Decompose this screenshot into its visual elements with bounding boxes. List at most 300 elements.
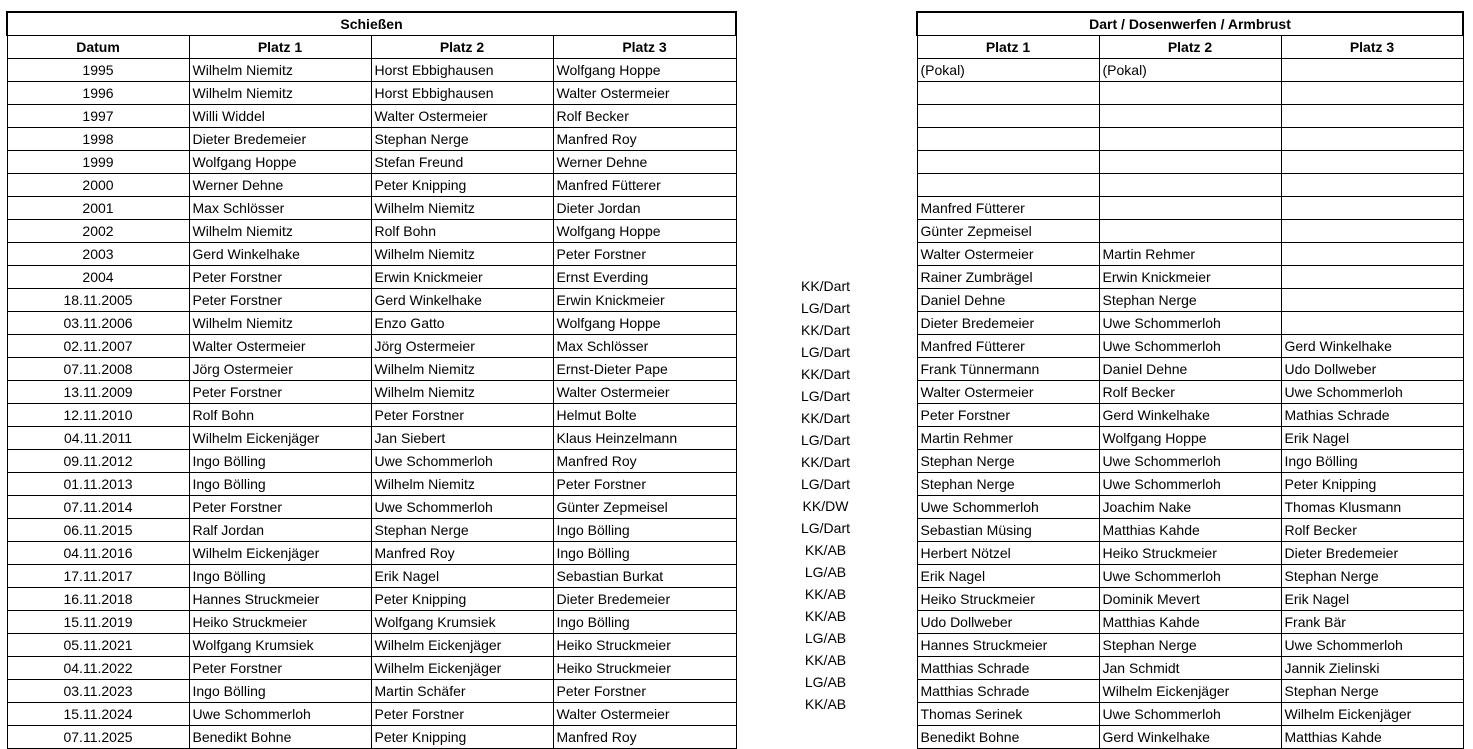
table-cell: [1099, 82, 1281, 105]
table-cell: Heiko Struckmeier: [553, 634, 736, 657]
table-row: [7, 473, 736, 496]
table-cell: Wolfgang Hoppe: [1099, 427, 1281, 450]
table-row: [917, 312, 1463, 335]
table-cell: Manfred Fütterer: [553, 174, 736, 197]
discipline-cell: [735, 143, 916, 165]
table-row: [7, 703, 736, 726]
table-cell: [917, 105, 1099, 128]
table-cell: Werner Dehne: [189, 174, 371, 197]
table-row: [917, 634, 1463, 657]
table-row: [917, 588, 1463, 611]
discipline-row: [735, 605, 916, 627]
discipline-row: [735, 495, 916, 517]
table-row: [7, 519, 736, 542]
table-cell: Erik Nagel: [1281, 588, 1463, 611]
table-cell: Uwe Schommerloh: [371, 450, 553, 473]
discipline-row: [735, 77, 916, 99]
discipline-cell: [735, 77, 916, 99]
discipline-cell: KK/Dart: [800, 410, 850, 426]
table-cell: Uwe Schommerloh: [1099, 565, 1281, 588]
table-row: [917, 496, 1463, 519]
table-cell: [1099, 220, 1281, 243]
table-cell: Stefan Freund: [371, 151, 553, 174]
table-row: [7, 151, 736, 174]
table-cell: Ingo Bölling: [189, 473, 371, 496]
table-cell: Rainer Zumbrägel: [917, 266, 1099, 289]
table-cell: Udo Dollweber: [1281, 358, 1463, 381]
table-row: [7, 197, 736, 220]
table-row: [917, 128, 1463, 151]
table-row: [7, 427, 736, 450]
table-cell: 2002: [7, 220, 189, 243]
discipline-cell: KK/Dart: [800, 322, 850, 338]
discipline-row: [735, 297, 916, 319]
table-row: [7, 289, 736, 312]
table-cell: Thomas Klusmann: [1281, 496, 1463, 519]
table-cell: 13.11.2009: [7, 381, 189, 404]
table-cell: Walter Ostermeier: [189, 335, 371, 358]
table-row: [7, 634, 736, 657]
discipline-row: [735, 209, 916, 231]
dart-dosenwerfen-armbrust-table: [916, 11, 1464, 749]
table-cell: Gerd Winkelhake: [371, 289, 553, 312]
table-cell: [1099, 128, 1281, 151]
table-cell: Martin Schäfer: [371, 680, 553, 703]
table-cell: Martin Rehmer: [917, 427, 1099, 450]
table-row: [7, 312, 736, 335]
table-row: [7, 496, 736, 519]
table-row: [917, 381, 1463, 404]
table-row: [917, 404, 1463, 427]
table-row: [917, 197, 1463, 220]
table-row: [7, 657, 736, 680]
table-cell: Max Schlösser: [553, 335, 736, 358]
table-row: [7, 726, 736, 749]
table-cell: Udo Dollweber: [917, 611, 1099, 634]
table-cell: 15.11.2019: [7, 611, 189, 634]
table-cell: Dieter Bredemeier: [553, 588, 736, 611]
table-row: [917, 174, 1463, 197]
table-row: [7, 128, 736, 151]
table-row: [917, 243, 1463, 266]
table-cell: 17.11.2017: [7, 565, 189, 588]
table-row: [917, 450, 1463, 473]
table-cell: Erik Nagel: [371, 565, 553, 588]
table-cell: Gerd Winkelhake: [189, 243, 371, 266]
table-cell: [1281, 151, 1463, 174]
table-cell: Manfred Fütterer: [917, 335, 1099, 358]
discipline-cell: KK/AB: [804, 652, 847, 668]
table-cell: Uwe Schommerloh: [1099, 703, 1281, 726]
table-cell: Stephan Nerge: [1281, 565, 1463, 588]
table-cell: Wilhelm Eickenjäger: [371, 657, 553, 680]
table-cell: 04.11.2022: [7, 657, 189, 680]
discipline-cell: [735, 231, 916, 253]
table-cell: Sebastian Müsing: [917, 519, 1099, 542]
table-cell: Ralf Jordan: [189, 519, 371, 542]
table-row: [917, 726, 1463, 749]
table-cell: Wilhelm Eickenjäger: [189, 427, 371, 450]
table-cell: Mathias Schrade: [1281, 404, 1463, 427]
table-row: [917, 519, 1463, 542]
table-cell: Erik Nagel: [1281, 427, 1463, 450]
discipline-row: [735, 451, 916, 473]
table-cell: 01.11.2013: [7, 473, 189, 496]
discipline-cell: LG/Dart: [800, 432, 850, 448]
discipline-row: [735, 165, 916, 187]
table-cell: Walter Ostermeier: [553, 82, 736, 105]
table-cell: Günter Zepmeisel: [917, 220, 1099, 243]
table-cell: Uwe Schommerloh: [1099, 335, 1281, 358]
table-row: [917, 59, 1463, 82]
table-cell: 03.11.2023: [7, 680, 189, 703]
table-cell: Jan Siebert: [371, 427, 553, 450]
table-cell: Peter Knipping: [1281, 473, 1463, 496]
table-cell: Daniel Dehne: [917, 289, 1099, 312]
table-cell: Peter Forstner: [917, 404, 1099, 427]
table-row: [7, 105, 736, 128]
table-row: [917, 335, 1463, 358]
discipline-cell: [735, 187, 916, 209]
table-cell: 05.11.2021: [7, 634, 189, 657]
table-cell: [1281, 105, 1463, 128]
table-row: [917, 657, 1463, 680]
table-cell: Werner Dehne: [553, 151, 736, 174]
table-cell: Walter Ostermeier: [917, 381, 1099, 404]
table-row: [7, 404, 736, 427]
table-cell: 07.11.2008: [7, 358, 189, 381]
table-row: [917, 473, 1463, 496]
table-cell: 02.11.2007: [7, 335, 189, 358]
discipline-cell: LG/AB: [804, 564, 847, 580]
table-row: [917, 82, 1463, 105]
table-cell: [917, 82, 1099, 105]
table-cell: Ingo Bölling: [1281, 450, 1463, 473]
table-cell: Erwin Knickmeier: [1099, 266, 1281, 289]
table-cell: 09.11.2012: [7, 450, 189, 473]
table-cell: Dominik Mevert: [1099, 588, 1281, 611]
table-cell: Wilhelm Niemitz: [189, 220, 371, 243]
table-cell: Peter Forstner: [553, 473, 736, 496]
table-cell: Erwin Knickmeier: [553, 289, 736, 312]
table-cell: Wolfgang Krumsiek: [189, 634, 371, 657]
discipline-column: [735, 11, 916, 715]
table-cell: Uwe Schommerloh: [189, 703, 371, 726]
table-cell: [917, 174, 1099, 197]
table-cell: Herbert Nötzel: [917, 542, 1099, 565]
table-row: [917, 565, 1463, 588]
discipline-row: [735, 627, 916, 649]
table-cell: Frank Tünnermann: [917, 358, 1099, 381]
discipline-row: [735, 539, 916, 561]
discipline-row: [735, 385, 916, 407]
table-cell: Walter Ostermeier: [917, 243, 1099, 266]
table-cell: Jannik Zielinski: [1281, 657, 1463, 680]
table-cell: (Pokal): [1099, 59, 1281, 82]
header-platz-3: Platz 3: [1281, 36, 1463, 59]
table-cell: [1281, 59, 1463, 82]
table-cell: Wolfgang Hoppe: [553, 220, 736, 243]
table-cell: Wolfgang Krumsiek: [371, 611, 553, 634]
table-cell: Peter Forstner: [189, 496, 371, 519]
table-cell: Ingo Bölling: [553, 519, 736, 542]
discipline-cell: KK/AB: [804, 586, 847, 602]
table-cell: [1099, 197, 1281, 220]
table-cell: Wilhelm Niemitz: [371, 243, 553, 266]
table-row: [917, 289, 1463, 312]
discipline-row: [735, 253, 916, 275]
discipline-cell: [735, 121, 916, 143]
table-row: [7, 358, 736, 381]
table-cell: Stephan Nerge: [1099, 289, 1281, 312]
discipline-row: [735, 583, 916, 605]
table-cell: 03.11.2006: [7, 312, 189, 335]
table-cell: [1281, 220, 1463, 243]
header-platz-2: Platz 2: [371, 36, 553, 59]
table-row: [917, 542, 1463, 565]
table-cell: [1281, 266, 1463, 289]
discipline-cell: LG/AB: [804, 674, 847, 690]
table-cell: [1099, 105, 1281, 128]
discipline-row: [735, 319, 916, 341]
table-cell: Ingo Bölling: [553, 542, 736, 565]
table-row: [917, 151, 1463, 174]
table-cell: [1281, 174, 1463, 197]
table-row: [917, 680, 1463, 703]
table-cell: Dieter Bredemeier: [917, 312, 1099, 335]
table-cell: Uwe Schommerloh: [1281, 381, 1463, 404]
discipline-row: [735, 99, 916, 121]
table-cell: Manfred Roy: [553, 450, 736, 473]
table-cell: 2001: [7, 197, 189, 220]
table-cell: Erik Nagel: [917, 565, 1099, 588]
table-cell: 1995: [7, 59, 189, 82]
table-row: [7, 588, 736, 611]
table-cell: Rolf Becker: [1281, 519, 1463, 542]
table-cell: Wilhelm Eickenjäger: [1099, 680, 1281, 703]
table-row: [7, 450, 736, 473]
discipline-cell: KK/DW: [802, 498, 849, 514]
table-cell: Jörg Ostermeier: [371, 335, 553, 358]
table-cell: Peter Forstner: [189, 381, 371, 404]
table-cell: 07.11.2025: [7, 726, 189, 749]
table-cell: 12.11.2010: [7, 404, 189, 427]
table-cell: Peter Knipping: [371, 588, 553, 611]
table-cell: Wolfgang Hoppe: [553, 312, 736, 335]
schiessen-title: Schießen: [7, 12, 736, 36]
table-cell: Wilhelm Niemitz: [189, 312, 371, 335]
table-cell: Walter Ostermeier: [553, 703, 736, 726]
table-row: [7, 266, 736, 289]
discipline-row: [735, 671, 916, 693]
table-cell: Joachim Nake: [1099, 496, 1281, 519]
table-cell: 2000: [7, 174, 189, 197]
discipline-cell: KK/AB: [804, 608, 847, 624]
discipline-cell: LG/Dart: [800, 300, 850, 316]
table-cell: Wilhelm Niemitz: [189, 59, 371, 82]
table-cell: Matthias Kahde: [1099, 611, 1281, 634]
discipline-cell: LG/Dart: [800, 388, 850, 404]
table-cell: Walter Ostermeier: [553, 381, 736, 404]
table-cell: Peter Forstner: [553, 243, 736, 266]
table-cell: [1099, 151, 1281, 174]
table-cell: Willi Widdel: [189, 105, 371, 128]
table-cell: Rolf Bohn: [371, 220, 553, 243]
table-cell: Ingo Bölling: [189, 565, 371, 588]
table-cell: Matthias Schrade: [917, 657, 1099, 680]
table-cell: Hannes Struckmeier: [189, 588, 371, 611]
table-cell: 16.11.2018: [7, 588, 189, 611]
discipline-cell: [735, 209, 916, 231]
table-cell: Uwe Schommerloh: [1099, 473, 1281, 496]
table-cell: Dieter Bredemeier: [189, 128, 371, 151]
discipline-row: [735, 649, 916, 671]
table-cell: 1999: [7, 151, 189, 174]
table-cell: [1099, 174, 1281, 197]
table-cell: Stephan Nerge: [371, 519, 553, 542]
discipline-row: [735, 55, 916, 77]
discipline-row: [735, 407, 916, 429]
table-cell: 04.11.2011: [7, 427, 189, 450]
table-cell: Gerd Winkelhake: [1099, 726, 1281, 749]
table-cell: [917, 128, 1099, 151]
table-cell: 04.11.2016: [7, 542, 189, 565]
table-cell: Dieter Jordan: [553, 197, 736, 220]
table-cell: 2003: [7, 243, 189, 266]
table-cell: Peter Forstner: [189, 289, 371, 312]
table-cell: Matthias Kahde: [1281, 726, 1463, 749]
table-cell: Wilhelm Niemitz: [371, 473, 553, 496]
table-cell: Uwe Schommerloh: [917, 496, 1099, 519]
table-row: [7, 381, 736, 404]
discipline-cell: KK/Dart: [800, 366, 850, 382]
table-cell: Wilhelm Niemitz: [371, 358, 553, 381]
table-cell: Ernst-Dieter Pape: [553, 358, 736, 381]
table-cell: Peter Forstner: [189, 657, 371, 680]
table-cell: Ernst Everding: [553, 266, 736, 289]
discipline-cell: KK/AB: [804, 542, 847, 558]
header-datum: Datum: [7, 36, 189, 59]
table-cell: Manfred Roy: [553, 726, 736, 749]
header-platz-3: Platz 3: [553, 36, 736, 59]
table-cell: Heiko Struckmeier: [917, 588, 1099, 611]
table-cell: Horst Ebbighausen: [371, 82, 553, 105]
table-row: [7, 59, 736, 82]
discipline-row: [735, 341, 916, 363]
table-cell: Uwe Schommerloh: [371, 496, 553, 519]
table-cell: [917, 151, 1099, 174]
table-row: [917, 703, 1463, 726]
discipline-row: [735, 231, 916, 253]
table-cell: Günter Zepmeisel: [553, 496, 736, 519]
table-cell: Ingo Bölling: [189, 680, 371, 703]
table-cell: 15.11.2024: [7, 703, 189, 726]
table-cell: Hannes Struckmeier: [917, 634, 1099, 657]
table-cell: Wolfgang Hoppe: [189, 151, 371, 174]
discipline-row: [735, 561, 916, 583]
discipline-cell: [735, 55, 916, 77]
table-cell: Daniel Dehne: [1099, 358, 1281, 381]
table-row: [7, 220, 736, 243]
table-cell: [1281, 128, 1463, 151]
table-cell: Gerd Winkelhake: [1099, 404, 1281, 427]
discipline-cell: LG/Dart: [800, 476, 850, 492]
table-row: [7, 335, 736, 358]
table-cell: Heiko Struckmeier: [189, 611, 371, 634]
table-cell: [1281, 82, 1463, 105]
table-cell: Ingo Bölling: [553, 611, 736, 634]
header-platz-2: Platz 2: [1099, 36, 1281, 59]
table-row: [917, 266, 1463, 289]
table-cell: Wilhelm Niemitz: [371, 197, 553, 220]
table-cell: Helmut Bolte: [553, 404, 736, 427]
table-cell: Stephan Nerge: [1281, 680, 1463, 703]
table-cell: Matthias Kahde: [1099, 519, 1281, 542]
table-cell: Manfred Roy: [371, 542, 553, 565]
table-row: [917, 427, 1463, 450]
discipline-cell: [735, 99, 916, 121]
table-cell: Stephan Nerge: [371, 128, 553, 151]
table-cell: Gerd Winkelhake: [1281, 335, 1463, 358]
table-cell: [1281, 289, 1463, 312]
discipline-row: [735, 363, 916, 385]
table-cell: 1997: [7, 105, 189, 128]
table-row: [917, 358, 1463, 381]
discipline-cell: KK/AB: [804, 696, 847, 712]
table-cell: Peter Knipping: [371, 174, 553, 197]
table-cell: Ingo Bölling: [189, 450, 371, 473]
table-cell: Peter Forstner: [553, 680, 736, 703]
table-cell: Peter Forstner: [371, 703, 553, 726]
table-cell: Stephan Nerge: [917, 450, 1099, 473]
table-cell: Manfred Fütterer: [917, 197, 1099, 220]
table-cell: Rolf Bohn: [189, 404, 371, 427]
table-cell: Wolfgang Hoppe: [553, 59, 736, 82]
table-cell: Jan Schmidt: [1099, 657, 1281, 680]
discipline-cell: KK/Dart: [800, 454, 850, 470]
table-cell: Rolf Becker: [553, 105, 736, 128]
table-cell: 06.11.2015: [7, 519, 189, 542]
table-cell: Stephan Nerge: [917, 473, 1099, 496]
discipline-cell: LG/Dart: [800, 520, 850, 536]
table-cell: 2004: [7, 266, 189, 289]
table-cell: Frank Bär: [1281, 611, 1463, 634]
table-cell: Peter Forstner: [189, 266, 371, 289]
discipline-row: [735, 187, 916, 209]
table-cell: Sebastian Burkat: [553, 565, 736, 588]
discipline-cell: LG/Dart: [800, 344, 850, 360]
table-cell: 1998: [7, 128, 189, 151]
table-row: [7, 243, 736, 266]
discipline-cell: [735, 165, 916, 187]
table-cell: Thomas Serinek: [917, 703, 1099, 726]
table-cell: Horst Ebbighausen: [371, 59, 553, 82]
table-cell: Uwe Schommerloh: [1099, 450, 1281, 473]
discipline-row: [735, 473, 916, 495]
table-cell: Wilhelm Niemitz: [371, 381, 553, 404]
table-cell: Uwe Schommerloh: [1099, 312, 1281, 335]
header-platz-1: Platz 1: [189, 36, 371, 59]
discipline-cell: KK/Dart: [800, 278, 850, 294]
table-cell: Heiko Struckmeier: [553, 657, 736, 680]
table-cell: Matthias Schrade: [917, 680, 1099, 703]
table-cell: Heiko Struckmeier: [1099, 542, 1281, 565]
table-cell: Klaus Heinzelmann: [553, 427, 736, 450]
table-cell: Peter Forstner: [371, 404, 553, 427]
table-cell: 1996: [7, 82, 189, 105]
table-cell: 18.11.2005: [7, 289, 189, 312]
discipline-row: [735, 517, 916, 539]
